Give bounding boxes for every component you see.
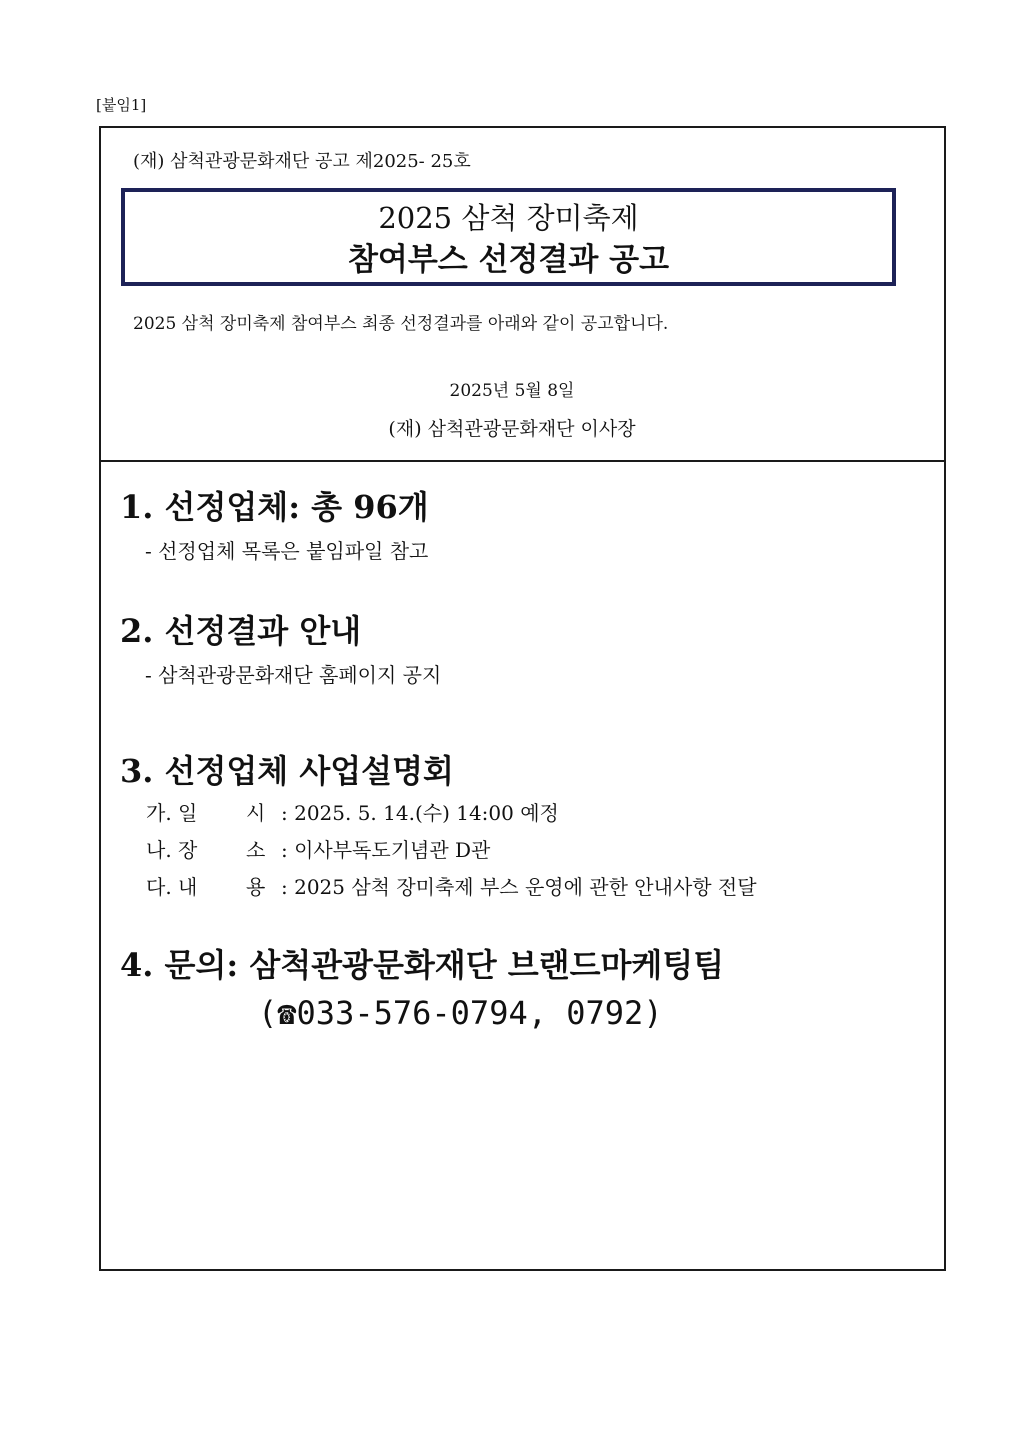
title-line-2: 참여부스 선정결과 공고 [347, 242, 670, 278]
section-2-heading: 2. 선정결과 안내 [120, 612, 362, 650]
contact-phone: (☎033-576-0794, 0792) [258, 994, 663, 1032]
row-value: : 2025 삼척 장미축제 부스 운영에 관한 안내사항 전달 [281, 875, 757, 899]
notice-frame [99, 126, 946, 1271]
attachment-label: [붙임1] [96, 96, 147, 114]
row-key-b: 시 [246, 801, 266, 825]
row-key-b: 용 [246, 875, 266, 899]
row-key-a: 나. 장 [146, 838, 198, 862]
section-3-heading: 3. 선정업체 사업설명회 [120, 752, 454, 790]
row-key-b: 소 [246, 838, 266, 862]
row-value: : 이사부독도기념관 D관 [281, 838, 491, 862]
section-4-heading: 4. 문의: 삼척관광문화재단 브랜드마케팅팀 [120, 946, 725, 984]
intro-text: 2025 삼척 장미축제 참여부스 최종 선정결과를 아래와 같이 공고합니다. [133, 314, 669, 334]
briefing-row-datetime [146, 797, 559, 826]
section-2-sub: - 삼척관광문화재단 홈페이지 공지 [145, 663, 442, 687]
notice-number: (재) 삼척관광문화재단 공고 제2025- 25호 [133, 151, 471, 172]
row-key-a: 가. 일 [146, 801, 198, 825]
section-1-sub: - 선정업체 목록은 붙임파일 참고 [145, 539, 429, 563]
row-key-a: 다. 내 [146, 875, 198, 899]
title-line-1: 2025 삼척 장미축제 [378, 201, 639, 235]
signer: (재) 삼척관광문화재단 이사장 [388, 418, 636, 440]
title-box [121, 188, 896, 286]
row-value: : 2025. 5. 14.(수) 14:00 예정 [281, 801, 559, 825]
briefing-row-content [146, 871, 757, 900]
section-1-heading: 1. 선정업체: 총 96개 [120, 488, 429, 526]
notice-date: 2025년 5월 8일 [449, 381, 575, 401]
section-divider [99, 460, 946, 462]
briefing-row-place [146, 834, 490, 863]
